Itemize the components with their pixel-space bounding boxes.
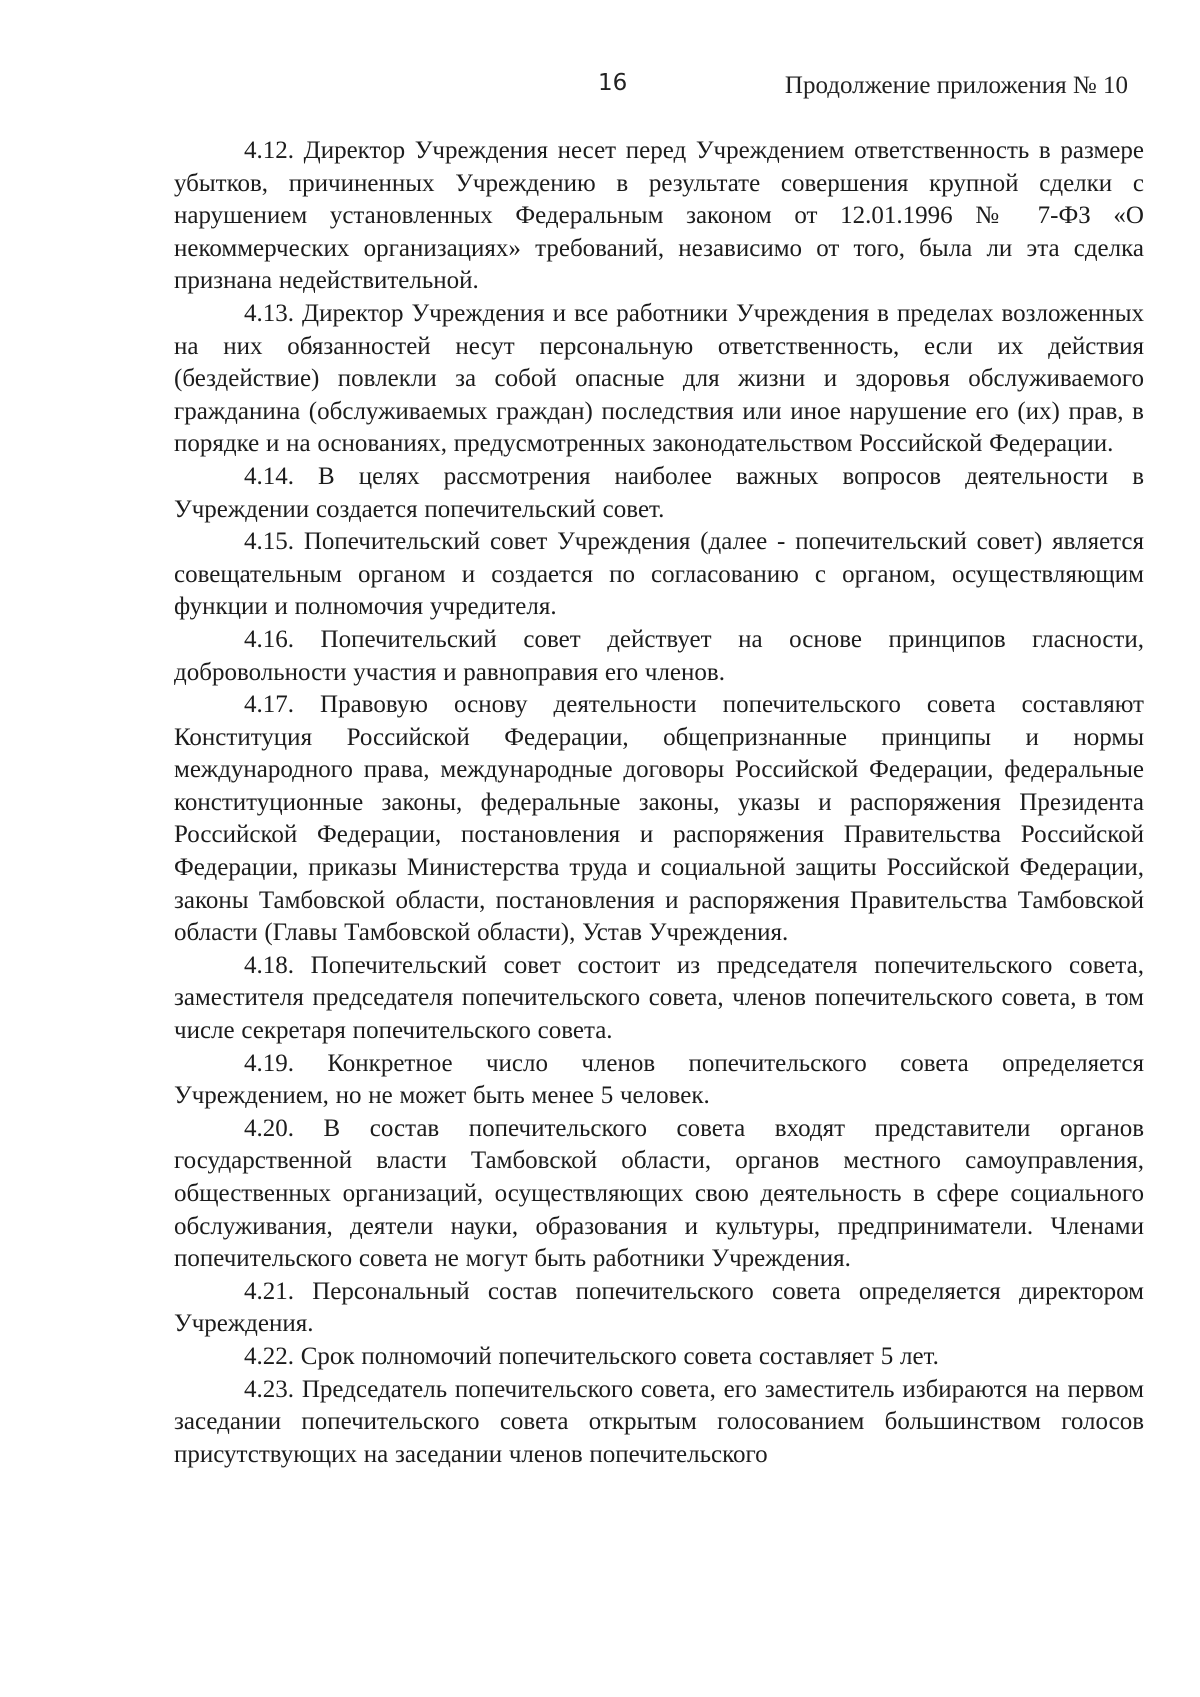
paragraph-4-14: 4.14. В целях рассмотрения наиболее важных вопросов деятельности в Учреждении создается попечительский совет. [174, 462, 1144, 523]
running-head: Продолжение приложения № 10 [784, 72, 1128, 99]
paragraph-4-15: 4.15. Попечительский совет Учреждения (далее - попечительский совет) является совещательным органом и создается по согласованию с органом, осуществляющим функции и полномочия учредителя. [174, 528, 1144, 621]
paragraph-4-17: 4.17. Правовую основу деятельности попечительского совета составляют Конституция Российской Федерации, общепризнанные принципы и нормы международного права, международные договоры Российской Федерации, федеральные конституционные законы, федеральные законы, указы и распоряжения Президента Российской Федерации, постановления и распоряжения Правительства Российской Федерации, приказы Министерства труда и социальной защиты Российской Федерации, законы Тамбовской области, постановления и распоряжения Правительства Тамбовской области (Главы Тамбовской области), Устав Учреждения. [174, 691, 1144, 947]
paragraph-4-18: 4.18. Попечительский совет состоит из председателя попечительского совета, заместителя председателя попечительского совета, членов попечительского совета, в том числе секретаря попечительского совета. [174, 951, 1144, 1045]
paragraph-4-13: 4.13. Директор Учреждения и все работники Учреждения в пределах возложенных на них обязанностей несут персональную ответственность, если их действия (бездействие) повлекли за собой опасные для жизни и здоровья обслуживаемого гражданина (обслуживаемых граждан) последствия или иное нарушение его (их) прав, в порядке и на основаниях, предусмотренных законодательством Российской Федерации. [174, 299, 1144, 458]
page-number: 16 [598, 70, 628, 96]
paragraph-4-19: 4.19. Конкретное число членов попечительского совета определяется Учреждением, но не может быть менее 5 человек. [174, 1049, 1144, 1110]
paragraph-4-22: 4.22. Срок полномочий попечительского совета составляет 5 лет. [244, 1342, 939, 1370]
document-body [174, 135, 1144, 1471]
paragraph-4-20: 4.20. В состав попечительского совета входят представители органов государственной власти Тамбовской области, органов местного самоуправления, общественных организаций, осуществляющих свою деятельность в сфере социального обслуживания, деятели науки, образования и культуры, предприниматели. Членами попечительского совета не могут быть работники Учреждения. [174, 1114, 1144, 1273]
paragraph-4-21: 4.21. Персональный состав попечительского совета определяется директором Учреждения. [174, 1277, 1144, 1338]
paragraph-4-23: 4.23. Председатель попечительского совета, его заместитель избираются на первом заседании попечительского совета открытым голосованием большинством голосов присутствующих на заседании членов попечительского [174, 1375, 1144, 1468]
paragraph-4-12: 4.12. Директор Учреждения несет перед Учреждением ответственность в размере убытков, причиненных Учреждению в результате совершения крупной сделки с нарушением установленных Федеральным законом от 12.01.1996 № 7-ФЗ «О некоммерческих организациях» требований, независимо от того, была ли эта сделка признана недействительной. [174, 137, 1144, 295]
paragraph-4-16: 4.16. Попечительский совет действует на основе принципов гласности, добровольности участия и равноправия его членов. [174, 625, 1144, 686]
